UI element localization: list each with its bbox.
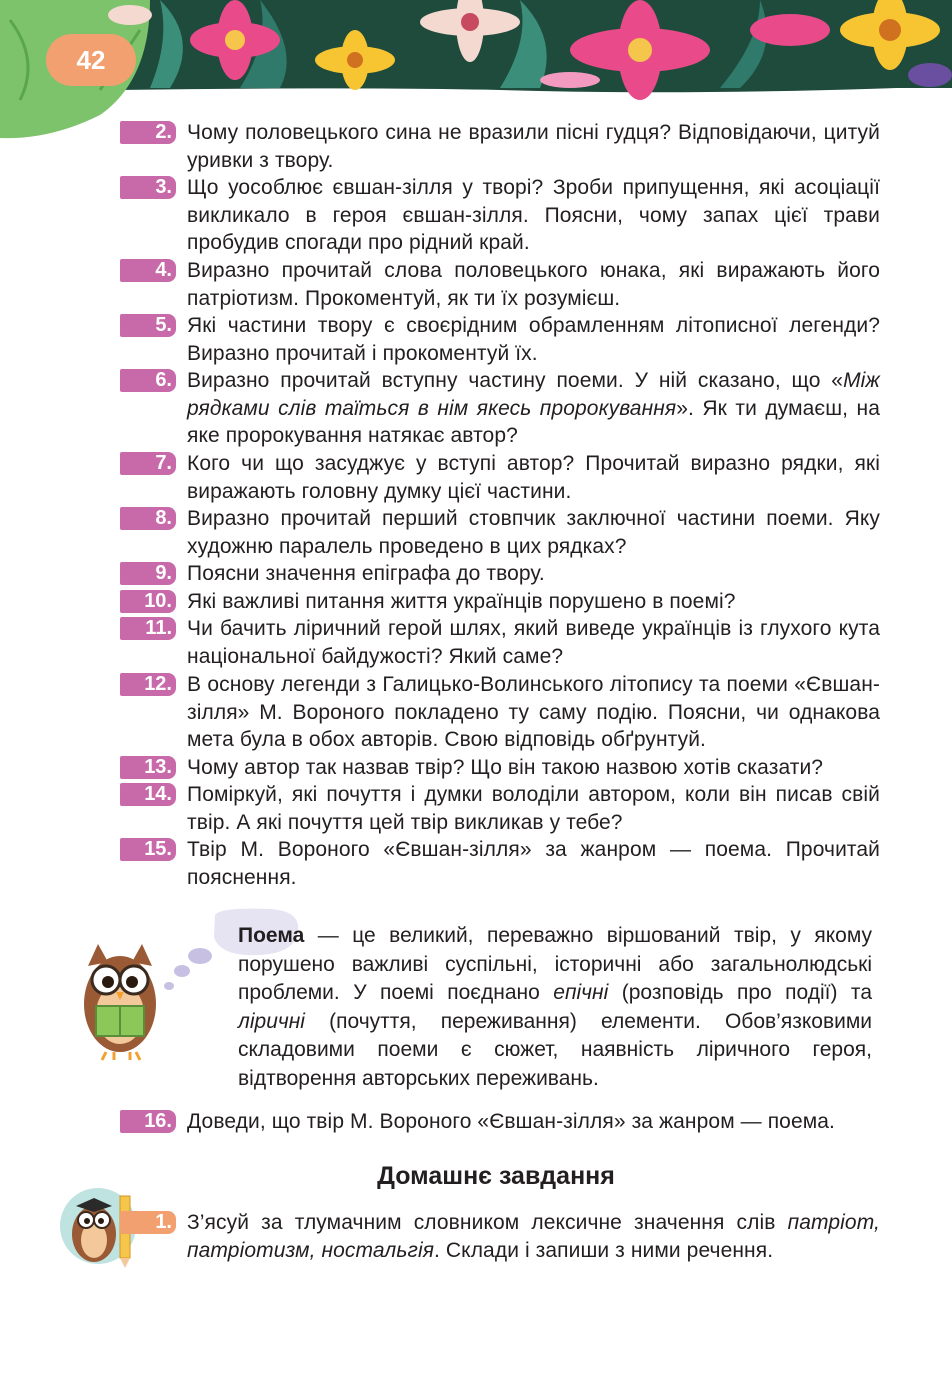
owl-reading-icon — [78, 944, 162, 1062]
question-number: 12. — [120, 673, 176, 696]
question-item — [120, 367, 880, 450]
question-number: 2. — [120, 121, 176, 144]
question-number: 6. — [120, 369, 176, 392]
definition-term: Поема — [238, 924, 305, 947]
question-text: Кого чи що засуджує у вступі автор? Прочитай виразно рядки, які виражають головну думку цієї частини. — [187, 452, 880, 503]
poem-definition: Поема — це великий, переважно віршований твір, у якому порушено важливі суспільні, історичні або загальнолюдські проблеми. У поемі поєднано епічні (розповідь про події) та ліричні (почуття, переживання) елементи. Обов’язковими складовими поеми є сюжет, наявність ліричного героя, відтворення авторських переживань. — [238, 924, 872, 1090]
question-item — [120, 671, 880, 754]
question-item — [120, 1108, 880, 1136]
question-text: Виразно прочитай слова половецького юнака, які виражають його патріотизм. Прокоментуй, як ти їх розумієш. — [187, 259, 880, 310]
quote-italic: Між рядками слів таїться в нім якесь пророкування — [187, 369, 880, 420]
page-number: 42 — [46, 34, 136, 86]
question-text: Виразно прочитай вступну частину поеми. У ній сказано, що «Між рядками слів таїться в нім якесь пророкування». Як ти думаєш, на яке пророкування натякає автор? — [187, 369, 881, 447]
question-item — [120, 119, 880, 174]
question-number: 9. — [120, 562, 176, 585]
question-number: 16. — [120, 1110, 176, 1133]
question-item — [120, 505, 880, 560]
question-text: Які важливі питання життя українців порушено в поемі? — [187, 590, 736, 613]
question-item — [120, 450, 880, 505]
question-text: Твір М. Вороного «Євшан-зілля» за жанром — поема. Прочитай пояснення. — [187, 838, 880, 889]
question-number: 11. — [120, 617, 176, 640]
question-item — [120, 754, 880, 782]
question-item — [120, 615, 880, 670]
homework-number: 1. — [120, 1211, 176, 1234]
question-number: 5. — [120, 314, 176, 337]
homework-item — [120, 1209, 880, 1264]
question-number: 10. — [120, 590, 176, 613]
question-text: Доведи, що твір М. Вороного «Євшан-зілля» за жанром — поема. — [187, 1110, 835, 1133]
question-text: В основу легенди з Галицько-Волинського літопису та поеми «Євшан-зілля» М. Вороного покладено ту саму подію. Поясни, чи однакова мета була в обох авторів. Свою відповідь обґрунтуй. — [187, 673, 880, 751]
question-item — [120, 560, 880, 588]
question-text: Поясни значення епіграфа до твору. — [187, 562, 545, 585]
question-item — [120, 781, 880, 836]
question-text: Які частини твору є своєрідним обрамленням літописної легенди? Виразно прочитай і прокоментуй їх. — [187, 314, 880, 365]
question-number: 15. — [120, 838, 176, 861]
question-item — [120, 836, 880, 891]
question-number: 4. — [120, 259, 176, 282]
question-number: 8. — [120, 507, 176, 530]
question-text: Виразно прочитай перший стовпчик заключної частини поеми. Яку художню паралель проведено в цих рядках? — [187, 507, 880, 558]
question-item — [120, 312, 880, 367]
question-item — [120, 257, 880, 312]
question-item — [120, 588, 880, 616]
question-text: Чому автор так назвав твір? Що він такою назвою хотів сказати? — [187, 756, 824, 779]
question-text: Поміркуй, які почуття і думки володіли автором, коли він писав свій твір. А які почуття цей твір викликав у тебе? — [187, 783, 880, 834]
question-number: 7. — [120, 452, 176, 475]
question-text: Що уособлює євшан-зілля у творі? Зроби припущення, які асоціації викликало в героя євшан-зілля. Поясни, чому запах цієї трави пробудив спогади про рідний край. — [187, 176, 880, 254]
homework-heading: Домашнє завдання — [377, 1162, 615, 1190]
homework-text: З’ясуй за тлумачним словником лексичне значення слів патріот, патріотизм, ностальгія. Склади і запиши з ними речення. — [187, 1211, 880, 1262]
question-text: Чи бачить ліричний герой шлях, який виведе українців із глухого кута національної байдужості? Який саме? — [187, 617, 880, 668]
question-text: Чому половецького сина не вразили пісні гудця? Відповідаючи, цитуй уривки з твору. — [187, 121, 880, 172]
question-item — [120, 174, 880, 257]
question-number: 3. — [120, 176, 176, 199]
question-number: 14. — [120, 783, 176, 806]
question-number: 13. — [120, 756, 176, 779]
